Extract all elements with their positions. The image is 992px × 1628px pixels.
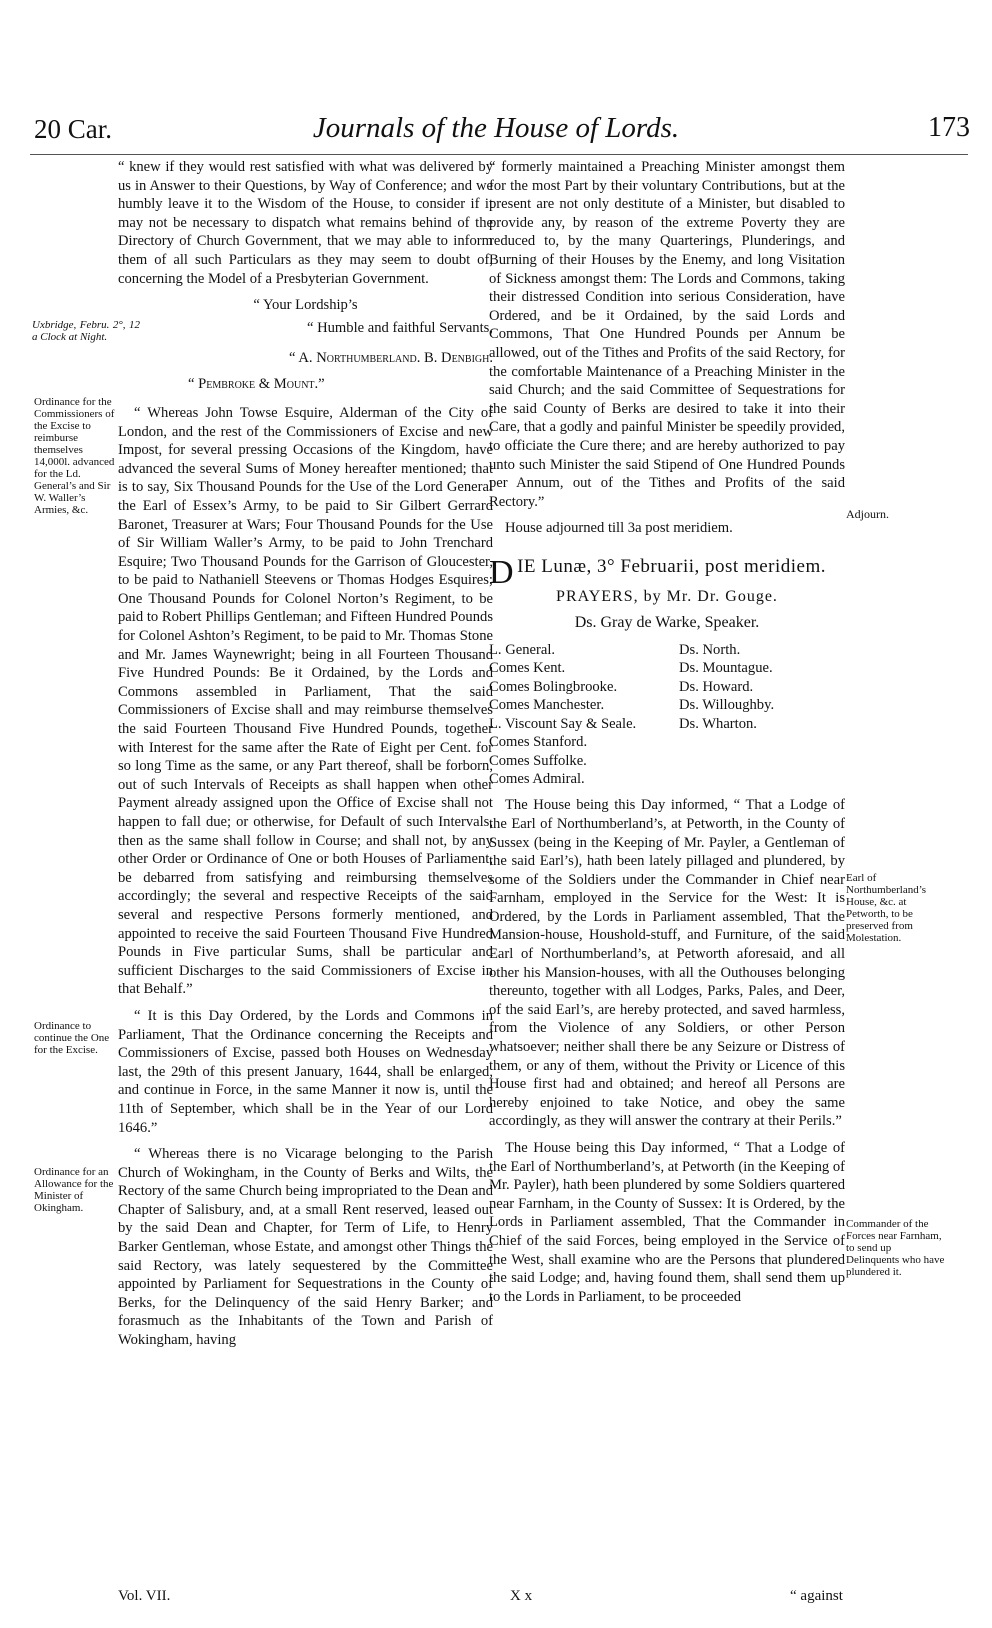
margin-note-excise: Ordinance for the Commissioners of the Excise to reimburse themselves 14,000l. advanced for the Ld. General’s and Sir W. Waller’s Armies, &c. bbox=[34, 396, 115, 516]
margin-note-northumberland: Earl of Northumberland’s House, &c. at Petworth, to be preserved from Molestation. bbox=[846, 872, 927, 944]
lodge-order-text: The House being this Day informed, “ That a Lodge of the Earl of Northumberland’s, at Petworth, in the County of Sussex (being in the Keeping of Mr. Payler, a Gentleman of the said Earl’s), hath been lately pillaged and plundered, by some of the Soldiers under the Commander in Chief near Farnham, employed in the Service for the West: It is Ordered, by the Lords in Parliament assembled, That the Mansion-house, Houshold-stuff, and Furniture, of the said Earl of Northumberland’s, at Petworth aforesaid, and all other his Mansion-houses, with all the Outhouses belonging thereunto, together with all Lodges, Parks, Pales, and Deer, of the said Earl’s, are hereby protected, and saved harmless, from the Violence of any Soldiers, or other Person whatsoever; neither shall there be any Seizure or Distress of them, or any of them, without the Privity or Licence of this House first had and obtained; and hereof all Persons are hereby enjoined to take Notice, and obey the same accordingly, as they will answer the contrary at their Perils.” bbox=[489, 797, 845, 1130]
attendee: Ds. North. bbox=[679, 642, 741, 659]
letter-subscription: “ Humble and faithful Servants, bbox=[306, 319, 493, 336]
footer-catchword: “ against bbox=[790, 1588, 843, 1604]
letter-continued: “ knew if they would rest satisfied with what was delivered by us in Answer to their Questions, by Way of Conference; and we humbly leave it to the Wisdom of the House, to consider if it may not be necessary to dispatch what remains behind of the Directory of Church Government, that we may able to inform them of all such Particulars as they may seem to doubt of, concerning the Model of a Presbyterian Government. bbox=[118, 159, 493, 287]
ordinance-continue-text: “ It is this Day Ordered, by the Lords and Commons in Parliament, That the Ordinance concerning the Receipts and Commissioners of Excise, passed both Houses on Wednesday last, the 29th of this present January, 1644, shall be enlarged, and continue in Force, in the same Manner it now is, until the 11th of September, which shall be in the Year of our Lord 1646.” bbox=[118, 1007, 493, 1136]
attendee: Ds. Mountague. bbox=[679, 660, 773, 677]
prayers-line: PRAYERS, by Mr. Dr. Gouge. bbox=[556, 587, 778, 605]
attendee: Comes Bolingbrooke. bbox=[489, 678, 618, 695]
page-number: 173 bbox=[928, 112, 970, 143]
die-heading bbox=[489, 553, 845, 591]
letter-dateline-row bbox=[32, 319, 493, 343]
running-header bbox=[0, 112, 992, 158]
adjournment-line: House adjourned till 3a post meridiem. bbox=[505, 520, 733, 537]
commander-order-text: The House being this Day informed, “ That a Lodge of the Earl of Northumberland’s, at Petworth (in the Keeping of Mr. Payler), hath been plundered by some Soldiers quartered near Farnham, in the County of Sussex: It is Ordered, by the Lords in Parliament assembled, That the Commander in Chief of the said Forces, being employed in the Service of the West, shall examine who are the Persons that plundered the said Lodge; and, having found them, shall send them up to the Lords in Parliament, to be proceeded bbox=[489, 1140, 845, 1305]
attendee: Comes Kent. bbox=[489, 660, 566, 677]
right-column bbox=[489, 158, 845, 1314]
attendee: Ds. Howard. bbox=[679, 678, 754, 695]
attendance-list bbox=[489, 641, 845, 788]
ordinance-wokingham-text: “ Whereas there is no Vicarage belonging to the Parish Church of Wokingham, in the County of Berks and Wilts, the Rectory of the same Church being impropriated to the Dean and Chapter of Salisbury, and, at a small Rent reserved, leased out by the said Dean and Chapter, for Term of Life, to Henry Barker Gentleman, whose Estate, and amongst other Things the said Rectory, was lately sequestered by the Committee appointed by Parliament for Sequestrations in the County of Berks, for the Delinquency of the said Henry Barker; and forasmuch as the Inhabitants of the Town and Parish of Wokingham, having bbox=[118, 1146, 493, 1349]
attendee: L. Viscount Say & Seale. bbox=[489, 715, 637, 732]
signatures-line-2: “ Pembroke & Mount.” bbox=[188, 376, 325, 393]
attendance-left bbox=[489, 641, 665, 788]
attendance-right bbox=[679, 641, 839, 788]
margin-note-adjourn: Adjourn. bbox=[846, 507, 889, 521]
attendee: Comes Manchester. bbox=[489, 697, 605, 714]
header-rule bbox=[30, 154, 968, 155]
speaker-line: Ds. Gray de Warke, Speaker. bbox=[574, 614, 760, 632]
margin-note-continue: Ordinance to continue the One for the Excise. bbox=[34, 1020, 110, 1056]
attendee: Ds. Wharton. bbox=[679, 715, 757, 732]
ordinance-excise-text: “ Whereas John Towse Esquire, Alderman of the City of London, and the rest of the Commissioners of Excise and new Impost, for several pressing Occasions of the Kingdom, have advanced the several Sums of Money hereafter mentioned; that is to say, Six Thousand Pounds for the Use of the Lord General the Earl of Essex’s Army, to be paid to Sir Gilbert Gerrard Baronet, Treasurer at Wars; Four Thousand Pounds for the Use of Sir William Waller’s Army, to be paid to John Trenchard Esquire; Two Thousand Pounds for the Garrison of Gloucester, to be paid to Nathaniell Steevens or Thomas Hodges Esquires; One Thousand Pounds for Colonel Norton’s Regiment, to be paid to Robert Phillips Gentleman; and Fifteen Hundred Pounds for Colonel Ashton’s Regiment, to be paid to Mr. Thomas Stone and Mr. James Waynewright; being in all Fourteen Thousand Five Hundred Pounds: Be it Ordained, by the Lords and Commons assembled in Parliament, That the said Commissioners of Excise shall and may reimburse themselves the said Fourteen Thousand Five Hundred Pounds, together with Interest for the same after the Rate of Eight per Cent. for so long Time as the same, or any Part thereof, shall be forborn, out of such Intervals of Receipts as shall happen when other Payment already assigned upon the Office of Excise shall not happen to fall due; or otherwise, for Default of such Intervals, then as the same shall follow in Course; and shall not, by any other Order or Ordinance of One or both Houses of Parliament, be debarred from satisfying and reimbursing themselves accordingly; the several and respective Receipts of the said several and respective Persons formerly mentioned, and appointed to receive the said Fourteen Thousand Five Hundred Pounds in Five particular Sums, shall be particular and sufficient Discharges to the said Commissioners of Excise in that Behalf.” bbox=[118, 404, 493, 998]
reign-label: 20 Car. bbox=[34, 114, 112, 144]
attendee: Ds. Willoughby. bbox=[679, 697, 775, 714]
margin-note-commander: Commander of the Forces near Farnham, to send up Delinquents who have plundered it. bbox=[846, 1218, 945, 1278]
footer-volume: Vol. VII. bbox=[118, 1588, 171, 1604]
wokingham-continued-text: “ formerly maintained a Preaching Minister amongst them for the most Part by their voluntary Contributions, but at the present are not only destitute of a Minister, but disabled to provide any, by reason of the extreme Poverty they are reduced to, by the many Quarterings, Plunderings, and Burning of their Houses by the Enemy, and long Visitation of Sickness amongst them: The Lords and Commons, taking their distressed Condition into serious Consideration, have Ordered, and be it Ordained, by the said Lords and Commons, That One Hundred Pounds per Annum be allowed, out of the Tithes and Profits of the said Rectory, for the comfortable Maintenance of a Preaching Minister in the said Church; and the said Committee of Sequestrations for the said County of Berks are desired to take it into their Care, that a godly and painful Minister be speedily provided, to officiate the Cure there; and are hereby authorized to pay unto such Minister the said Stipend of One Hundred Pounds per Annum, out of the Tithes and Profits of the said Rectory.” bbox=[489, 159, 845, 510]
die-rest: IE Lunæ, 3° Februarii, post meridiem. bbox=[517, 555, 826, 577]
attendee: Comes Suffolke. bbox=[489, 752, 587, 769]
margin-note-wokingham: Ordinance for an Allowance for the Minister of Okingham. bbox=[34, 1166, 114, 1214]
attendee: Comes Stanford. bbox=[489, 734, 588, 751]
letter-dateline: Uxbridge, Febru. 2°, 12 a Clock at Night. bbox=[32, 318, 140, 343]
attendee: L. General. bbox=[489, 642, 556, 659]
footer-signature: X x bbox=[510, 1588, 533, 1604]
letter-closing: “ Your Lordship’s bbox=[253, 297, 358, 314]
journal-title: Journals of the House of Lords. bbox=[312, 112, 680, 144]
signatures-line-1: “ A. Northumberland. B. Denbigh. bbox=[289, 349, 493, 366]
attendee: Comes Admiral. bbox=[489, 770, 585, 787]
die-initial: D bbox=[489, 553, 515, 591]
